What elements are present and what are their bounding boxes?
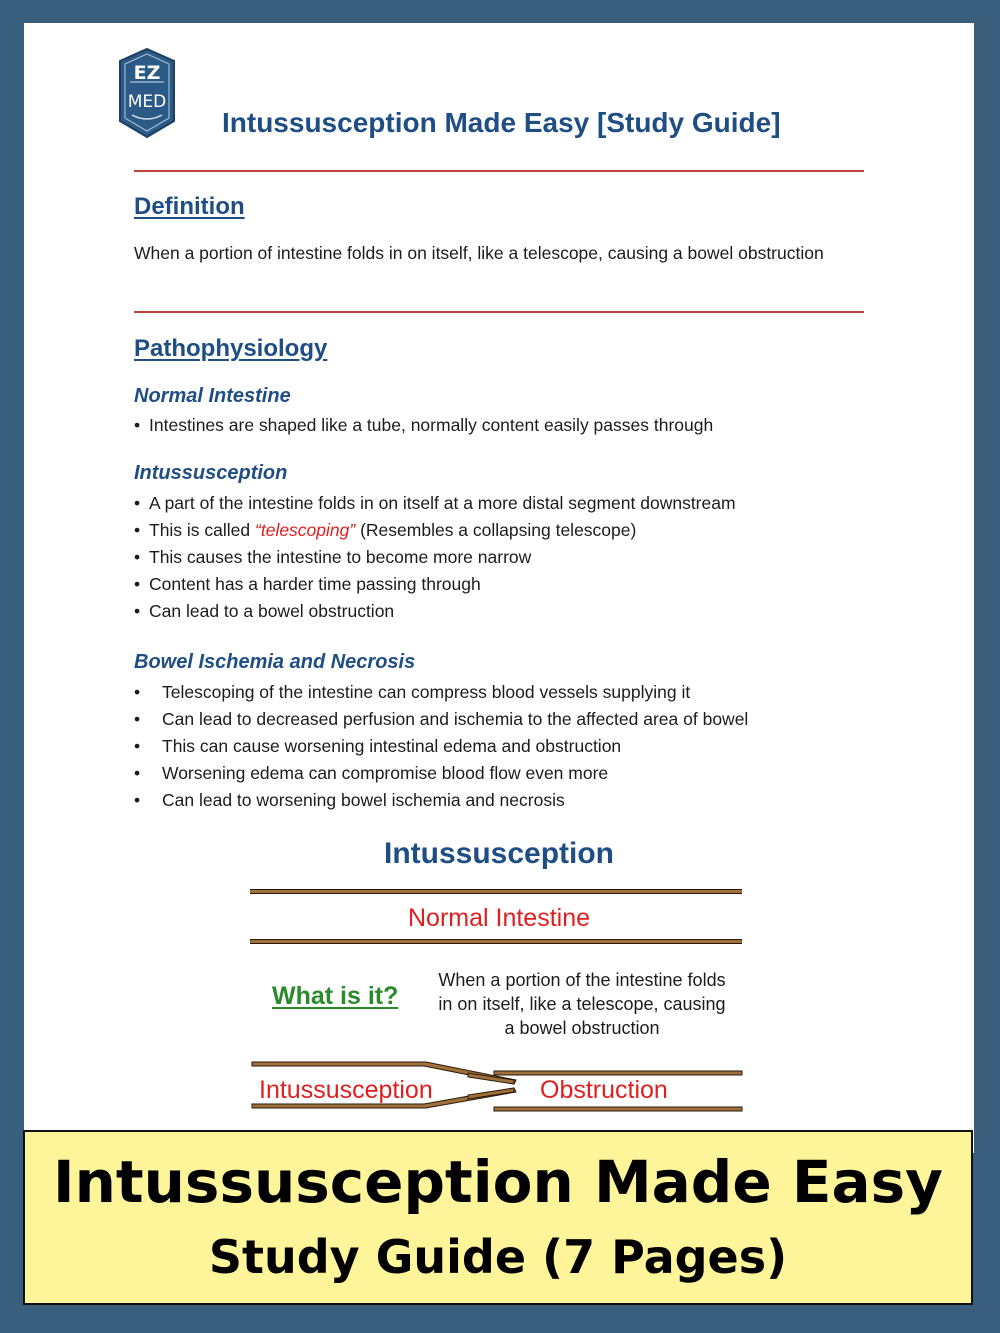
- telescoping-highlight: “telescoping”: [255, 520, 356, 540]
- banner-subtitle: Study Guide (7 Pages): [208, 1230, 788, 1284]
- pathophysiology-heading: Pathophysiology: [134, 335, 328, 362]
- title-banner: [23, 1130, 973, 1305]
- normal-intestine-heading: Normal Intestine: [134, 385, 291, 407]
- what-is-it-description: When a portion of the intestine folds in on itself, like a telescope, causing a bowel obstruction: [438, 970, 726, 1038]
- list-item: • Content has a harder time passing through: [134, 574, 481, 594]
- logo-top-text: EZ: [133, 62, 161, 84]
- list-item: • Can lead to decreased perfusion and ischemia to the affected area of bowel: [134, 709, 749, 729]
- banner-title: Intussusception Made Easy: [53, 1148, 943, 1216]
- ischemia-heading: Bowel Ischemia and Necrosis: [134, 651, 416, 673]
- list-item-telescoping: • This is called “telescoping” (Resembles a collapsing telescope): [134, 520, 637, 540]
- list-item: • Can lead to worsening bowel ischemia and necrosis: [134, 790, 565, 810]
- logo-bottom-text: MED: [127, 92, 167, 112]
- list-item: • Telescoping of the intestine can compress blood vessels supplying it: [134, 682, 691, 702]
- definition-heading: Definition: [134, 193, 245, 220]
- what-is-it-label: What is it?: [272, 982, 399, 1010]
- list-item: • This can cause worsening intestinal edema and obstruction: [134, 736, 622, 756]
- list-item: • Can lead to a bowel obstruction: [134, 601, 395, 621]
- normal-intestine-label: Normal Intestine: [407, 904, 591, 932]
- list-item: • A part of the intestine folds in on itself at a more distal segment downstream: [134, 493, 736, 513]
- obstruction-label: Obstruction: [540, 1076, 668, 1104]
- study-guide-page: [24, 23, 974, 1153]
- list-item: • Intestines are shaped like a tube, normally content easily passes through: [134, 415, 714, 435]
- list-item: • Worsening edema can compromise blood flow even more: [134, 763, 609, 783]
- intussusception-heading: Intussusception: [134, 462, 288, 484]
- list-item: • This causes the intestine to become more narrow: [134, 547, 532, 567]
- intussusception-label: Intussusception: [259, 1076, 433, 1104]
- diagram-title: Intussusception: [383, 837, 615, 870]
- document-title: Intussusception Made Easy [Study Guide]: [222, 107, 781, 138]
- definition-text: When a portion of intestine folds in on itself, like a telescope, causing a bowel obstruction: [134, 243, 824, 263]
- telescoping-tube-diagram: [24, 23, 974, 1153]
